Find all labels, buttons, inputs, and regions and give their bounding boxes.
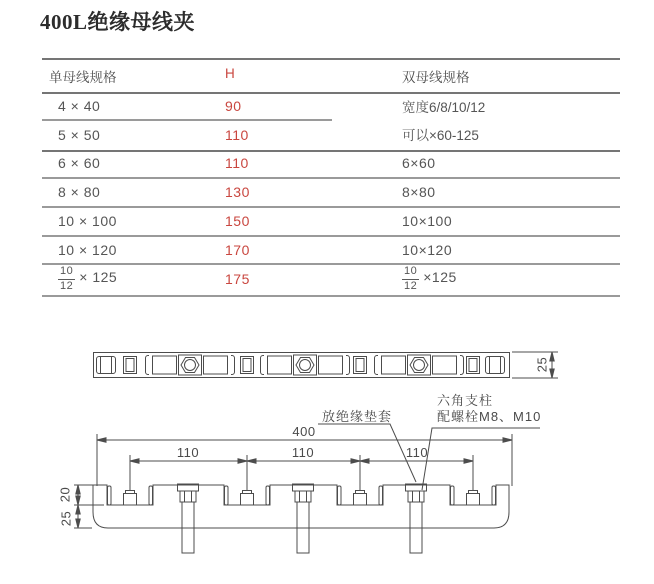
dual-cell-fraction: $\frac{10}{12}$ ×125 [404, 265, 457, 292]
h-cell: 150 [225, 213, 250, 229]
header-single-busbar: 单母线规格 [49, 70, 117, 85]
clamp-group [261, 355, 350, 375]
top-view [94, 352, 559, 378]
fraction: $\frac{10}{12}$ [60, 265, 74, 292]
end-clip [97, 357, 116, 374]
dimension-total-width [97, 434, 512, 486]
table-top-border [42, 58, 620, 60]
h-cell: 175 [225, 271, 250, 287]
dim-20-label: 20 [57, 486, 73, 503]
dimension-pitch [130, 455, 473, 491]
row-separator [42, 263, 620, 265]
dual-cell: 6×60 [402, 155, 436, 171]
note-line2: 可以×60-125 [402, 128, 479, 143]
spec-table [42, 58, 620, 297]
row-separator [42, 150, 620, 152]
note-line1: 宽度6/8/10/12 [402, 100, 486, 115]
spec-cell: 8 × 80 [58, 184, 101, 200]
dim-110-label: 110 [176, 445, 200, 460]
spec-cell: 4 × 40 [58, 98, 101, 114]
clamp-group [146, 355, 235, 375]
dim-25-strip-label: 25 [534, 356, 550, 373]
h-cell: 130 [225, 184, 250, 200]
row-separator [42, 206, 620, 208]
spec-cell: 6 × 60 [58, 155, 101, 171]
h-cell: 90 [225, 98, 242, 114]
hex-post-bolt [178, 484, 199, 553]
spec-cell: 10 × 120 [58, 242, 117, 258]
label-hex-post-line1: 六角支柱 [437, 393, 494, 408]
dim-25-body-label: 25 [58, 510, 74, 527]
insulator-stud [124, 491, 480, 506]
dual-cell: 8×80 [402, 184, 436, 200]
fraction: $\frac{10}{12}$ [404, 265, 418, 292]
table-bottom-border [42, 295, 620, 297]
h-cell: 110 [225, 127, 249, 143]
spec-cell: 5 × 50 [58, 127, 101, 143]
drawing-linework [0, 340, 654, 584]
row-separator [42, 235, 620, 237]
hex-post-bolt [293, 484, 314, 553]
front-view [74, 424, 540, 553]
dim-110-label: 110 [291, 445, 315, 460]
technical-drawing [0, 340, 654, 584]
header-h: H [225, 66, 235, 81]
label-hex-post-line2: 配螺栓M8、M10 [437, 409, 542, 424]
header-separator [42, 92, 620, 94]
row-separator-partial [42, 119, 332, 121]
page-title: 400L绝缘母线夹 [40, 10, 196, 34]
dim-110-label: 110 [405, 445, 429, 460]
spec-cell-fraction: $\frac{10}{12}$ × 125 [60, 265, 118, 292]
hex-post-bolt [406, 484, 427, 553]
label-insulation-sleeve: 放绝缘垫套 [322, 409, 393, 424]
leader-hex-post [422, 428, 540, 490]
dim-400-label: 400 [292, 424, 316, 439]
end-clip [486, 357, 505, 374]
spec-cell: 10 × 100 [58, 213, 117, 229]
h-cell: 170 [225, 242, 250, 258]
dual-cell: 10×100 [402, 213, 453, 229]
row-separator [42, 177, 620, 179]
clamp-group [375, 355, 464, 375]
header-double-busbar: 双母线规格 [402, 70, 470, 85]
h-cell: 110 [225, 155, 249, 171]
dual-cell: 10×120 [402, 242, 453, 258]
dimension-heights [74, 485, 104, 528]
